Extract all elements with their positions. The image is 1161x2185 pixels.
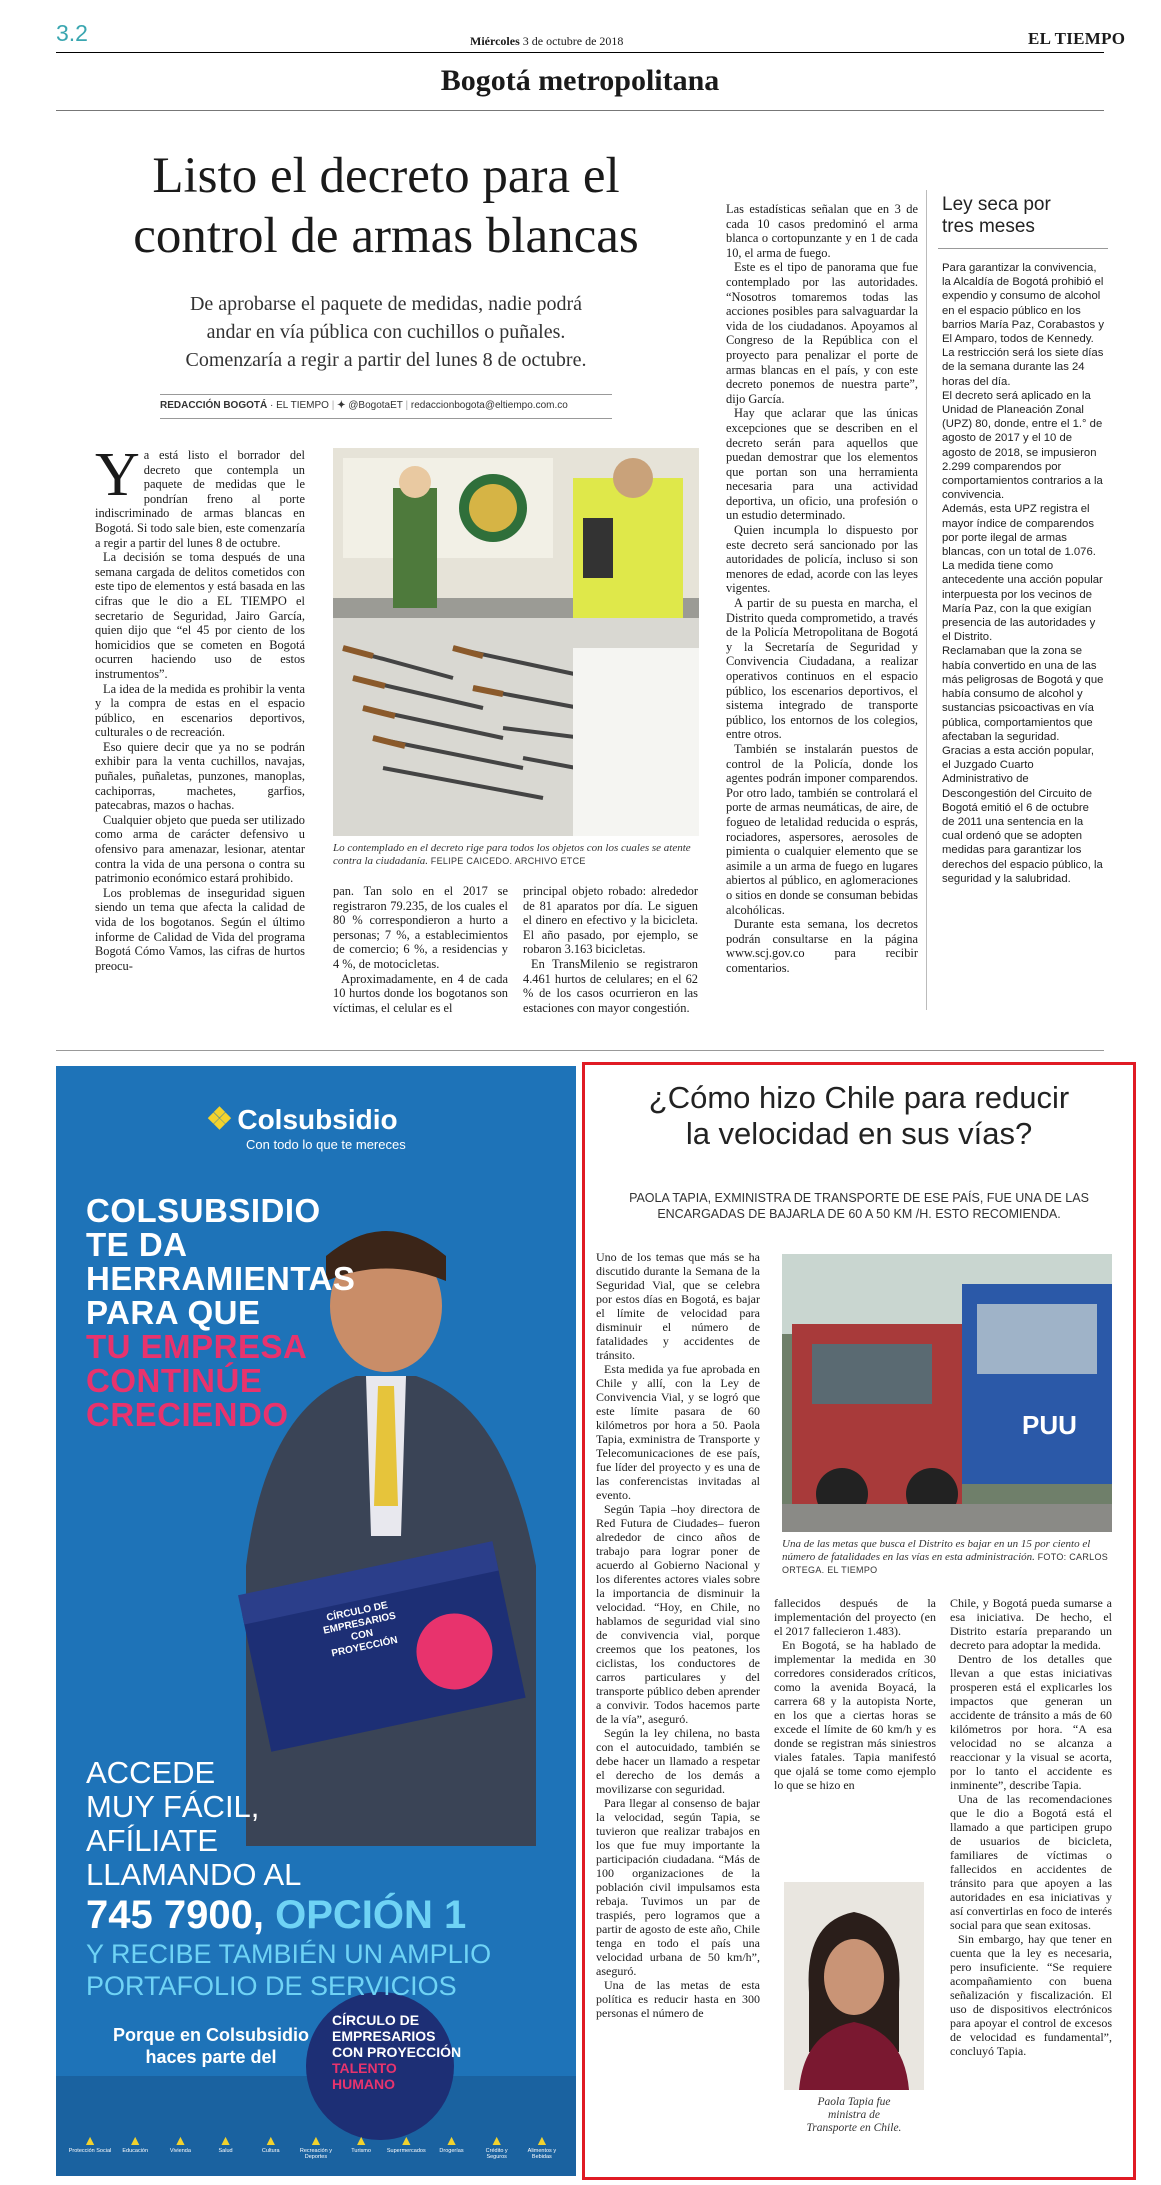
crash-photo-credit: FOTO: CARLOS ORTEGA. EL TIEMPO: [782, 1552, 1109, 1575]
ad-badge1: CÍRCULO DE: [332, 2012, 420, 2028]
colsubsidio-ad[interactable]: [56, 1066, 576, 2176]
ad-icon-item: [294, 2132, 338, 2160]
twitter-icon: ✦: [337, 400, 346, 411]
main-col3: [523, 884, 698, 1015]
ad-line11: LLAMANDO AL: [86, 1857, 302, 1892]
ad-icon-label: Protección Social: [68, 2148, 112, 2154]
ad-line1: COLSUBSIDIO: [86, 1192, 321, 1229]
twitter-handle[interactable]: @BogotaET: [348, 400, 403, 411]
byline-outlet: · EL TIEMPO: [267, 400, 329, 411]
main-col1-p2: La decisión se toma después de una semana cargada de delitos cometidos con este tipo de elementos y está basada en las cifras que le dio a EL TIEMPO el secretario de Seguridad, Jairo García, quien dijo que “el 45 por ciento de los homicidios que se cometen en Bogotá ocurren haciendo uso de estos instrumentos”.: [95, 550, 305, 681]
byline-sep: |: [331, 400, 338, 411]
ad-icon-glyph: ▲: [309, 2132, 323, 2148]
ad-line4: PARA QUE: [86, 1294, 261, 1331]
sidebar-p4: Además, esta UPZ registra el mayor índice de comparendos por porte ilegal de armas blancas, con un total de 1.076.: [942, 503, 1096, 559]
ad-icon-glyph: ▲: [534, 2132, 549, 2148]
sidebar-p6: Reclamaban que la zona se había convertido en una de las más peligrosas de Bogotá y que había consumo de alcohol y sustancias psicoactivas en vía pública, comportamientos que afectaban la seguridad.: [942, 645, 1104, 743]
ad-icon-label: Turismo: [351, 2148, 371, 2154]
ad-icon-item: [158, 2132, 202, 2160]
ad-line7: CRECIENDO: [86, 1396, 289, 1433]
byline-sep2: |: [405, 400, 411, 411]
sidebar-p7: Gracias a esta acción popular, el Juzgado Cuarto Administrativo de Descongestión del Circuito de Bogotá emitió el 6 de octubre de 2011 una sentencia en la cual ordenó que se adopten medidas para garantizar los derechos del espacio público, la seguridad y la salubridad.: [942, 744, 1103, 885]
ad-box-text: CÍRCULO DE EMPRESARIOS CON PROYECCIÓN: [322, 1600, 399, 1660]
ad-icon-glyph: ▲: [173, 2132, 188, 2148]
sidebar-p1: Para garantizar la convivencia, la Alcaldía de Bogotá prohibió el expendio y consumo de alcohol en el espacio público en los barrios María Paz, Corabastos y El Amparo, todos de Kennedy.: [942, 262, 1104, 346]
chile-col1-p3: Según Tapia –hoy directora de Red Futura de Ciudades– fueron alrededor de cinco años de trabajo para lograr poner de acuerdo al Gobierno Nacional y los diferentes actores viales sobre la importancia de disminuir la velocidad. “Hoy, en Chile, no hablamos de seguridad vial sino de convivencia vial, porque creemos que los peatones, los ciclistas, los conductores de carros particulares y del transporte público deben aprender a convivir. Todos hacemos parte de la vía”, aseguró.: [596, 1502, 760, 1726]
byline-rule-bottom: [160, 418, 612, 419]
knives-photo: [333, 448, 699, 836]
main-deck: [56, 290, 716, 374]
ad-icon-item: [68, 2132, 112, 2160]
ad-icon-item: [339, 2132, 383, 2160]
chile-col1: [596, 1250, 760, 2174]
main-col4: [726, 202, 918, 996]
ad-icon-item: [113, 2132, 157, 2160]
sidebar-body: [938, 249, 1108, 886]
chile-col1-p5: Para llegar al consenso de bajar la velocidad, según Tapia, se tuvieron que realizar trabajos en los que fue muy importante la participación ciudadana. “Más de 100 organizaciones de la población civil impulsamos esta rebaja. Tuvimos un par de traspiés, pero logramos que a partir de agosto de este año, Chile tenga en todo el país una velocidad urbana de 50 km/h”, aseguró.: [596, 1796, 760, 1978]
header-rule: [56, 52, 1104, 53]
ad-icon-glyph: ▲: [489, 2132, 504, 2148]
main-col4-p3: Hay que aclarar que las únicas excepciones que se describen en el decreto serán para aquellos que puedan demostrar que los elementos que portan son una herramienta necesaria para una actividad deportiva, un oficio, una profesión o un estudio determinado.: [726, 406, 918, 523]
sidebar-rule: [926, 190, 927, 1010]
knives-photo-graphic: [333, 448, 699, 836]
sidebar-title: [938, 190, 1108, 249]
main-col3-p2: En TransMilenio se registraron 4.461 hurtos de celulares; en el 62 % de los casos ocurrieron en las estaciones con mayor congestión.: [523, 956, 698, 1015]
sidebar-title-line1: Ley seca por: [942, 194, 1051, 215]
ad-icon-label: Crédito y Seguros: [485, 2148, 508, 2160]
knives-caption-text: Lo contemplado en el decreto rige para todos los objetos con los cuales se atente contra la ciudadanía.: [333, 842, 691, 867]
knives-photo-caption: [333, 842, 699, 868]
ad-line3: HERRAMIENTAS: [86, 1260, 356, 1297]
ad-line6: CONTINÚE: [86, 1362, 263, 1399]
ad-option: OPCIÓN 1: [275, 1893, 467, 1937]
main-deck-line1: De aprobarse el paquete de medidas, nadie podrá: [189, 293, 583, 315]
main-deck-line2: andar en vía pública con cuchillos o puñales.: [206, 321, 566, 343]
chile-col2-p1: fallecidos después de la implementación del proyecto (en el 2017 fallecieron 1.483).: [774, 1596, 936, 1638]
page-date-rest: 3 de octubre de 2018: [522, 34, 624, 48]
page-date: [470, 34, 623, 49]
crash-photo-graphic: [782, 1254, 1112, 1532]
ad-icon-glyph: ▲: [444, 2132, 459, 2148]
sidebar-p5: La medida tiene como antecedente una acción popular interpuesta por los vecinos de María Paz, con la que exigían presencia de las autoridades y el Distrito.: [942, 560, 1103, 644]
chile-col1-p2: Esta medida ya fue aprobada en Chile y allí, con la Ley de Convivencia Vial, y se logró que este límite pasara de 60 kilómetros por hora a 50. Paola Tapia, exministra de Transporte y Telecomunicaciones de ese país, fue líder del proyecto y es una de las conferencistas invitadas al evento.: [596, 1362, 760, 1502]
main-col1-p4: Eso quiere decir que ya no se podrán exhibir para la venta cuchillos, navajas, puñales, puñaletas, punzones, manoplas, cachiporras, machetes, garfios, patecabras, mazos o hachas.: [95, 739, 305, 813]
chile-col2: [774, 1596, 936, 1864]
crash-caption-text: Una de las metas que busca el Distrito es bajar en un 15 por ciento el número de fatalidades en las vías en esta administración.: [782, 1538, 1091, 1563]
brand-logo: EL TIEMPO: [1028, 29, 1126, 48]
ad-icon-item: [249, 2132, 293, 2160]
sidebar-p2: La restricción será los siete días de la semana durante las 24 horas del día.: [942, 347, 1104, 388]
ad-badge2: EMPRESARIOS: [332, 2028, 436, 2044]
main-col3-text: principal objeto robado: alrededor de 81 aparatos por día. Le siguen el dinero en efectivo y la bicicleta. El año pasado, por ejemplo, se robaron 3.163 bicicletas.: [523, 884, 698, 957]
ad-icon-glyph: ▲: [83, 2132, 97, 2148]
ad-icon-label: Recreación y Deportes: [299, 2148, 332, 2160]
ad-badge4: TALENTO: [332, 2060, 397, 2076]
main-headline: [56, 146, 716, 266]
ad-line12: Y RECIBE TAMBIÉN UN AMPLIO: [86, 1939, 492, 1969]
chile-headline-line1: ¿Cómo hizo Chile para reducir: [648, 1080, 1070, 1115]
ad-footer-left: [96, 2024, 326, 2068]
chile-deck: [590, 1190, 1128, 1222]
svg-text:PUU: PUU: [1022, 1410, 1077, 1440]
chile-headline-line2: la velocidad en sus vías?: [685, 1116, 1033, 1151]
main-headline-line1: Listo el decreto para el: [152, 148, 620, 204]
main-col1-first: a está listo el borrador del decreto que contempla un paquete de medidas que le pondrían freno al porte indiscriminado de armas blancas en Bogotá. Si todo sale bien, este comenzaría a regir a partir del lunes 8 de octubre.: [95, 448, 305, 550]
page-date-day: Miércoles: [470, 34, 520, 48]
ad-icon-label: Drogerías: [439, 2148, 464, 2154]
ad-icon-label: Vivienda: [169, 2148, 191, 2154]
byline-email[interactable]: redaccionbogota@eltiempo.com.co: [410, 400, 568, 411]
ad-line5: TU EMPRESA: [86, 1328, 308, 1365]
chile-deck-line1: PAOLA TAPIA, EXMINISTRA DE TRANSPORTE DE ESE PAÍS, FUE UNA DE LAS: [629, 1191, 1089, 1205]
ad-badge3: CON PROYECCIÓN: [332, 2044, 462, 2060]
crash-photo: [782, 1254, 1112, 1532]
ad-icon-label: Salud: [218, 2148, 233, 2154]
main-col1-p6: Los problemas de inseguridad siguen siendo un tema que afecta la calidad de vida de los bogotanos. Según el último informe de Calidad de Vida del programa Bogotá Cómo Vamos, las cifras de hurtos preocu-: [95, 885, 305, 973]
main-col4-p6: También se instalarán puestos de control de la Policía, donde los agentes podrán imponer comparendos. Por otro lado, también se controlará el porte de armas neumáticas, de aire, de fogueo de letalidad reducida o esprás, rociadores, aspersores, aerosoles de pimienta o cualquier elemento que se asimile a un arma de fuego en lugares abiertos al público, en aglomeraciones o sitios en donde se consuman bebidas alcohólicas.: [726, 741, 918, 917]
ad-icon-item: [520, 2132, 564, 2160]
ad-headline: [86, 1194, 355, 1432]
ad-line13: PORTAFOLIO DE SERVICIOS: [86, 1971, 457, 2001]
ad-line10: AFÍLIATE: [86, 1823, 219, 1858]
ad-icon-label: Cultura: [261, 2148, 280, 2154]
ad-badge5: HUMANO: [332, 2076, 395, 2092]
chile-col3-p3: Una de las recomendaciones que le dio a Bogotá está el llamado a que participen grupo de usuarios de bicicleta, familiares de víctimas o fallecidos en accidentes de tránsito para que apoyen a las autoridades en esa iniciativas y así convertirlas en foco de interés social para que sean exitosas.: [950, 1792, 1112, 1932]
ad-icon-label: Alimentos y Bebidas: [527, 2148, 557, 2160]
ad-icon-glyph: ▲: [354, 2132, 369, 2148]
section-title: Bogotá metropolitana: [440, 64, 720, 97]
main-col4-p4: Quien incumpla lo dispuesto por este decreto será sancionado por las autoridades de policía, incluso si son menores de edad, acorde con las leyes vigentes.: [726, 523, 918, 596]
main-col1: [95, 441, 305, 984]
ad-line9: MUY FÁCIL,: [86, 1789, 260, 1824]
ad-line8: ACCEDE: [86, 1755, 216, 1790]
ad-icon-glyph: ▲: [399, 2132, 414, 2148]
ad-footer-left2: haces parte del: [145, 2047, 277, 2067]
ad-brand-icon: ❖: [206, 1103, 233, 1136]
main-col2-p2: Aproximadamente, en 4 de cada 10 hurtos donde los bogotanos son víctimas, el celular es el: [333, 971, 508, 1015]
chile-col1-p4: Según la ley chilena, no basta con el autocuidado, también se debe hacer un llamado a respetar el derecho de los demás a movilizarse con seguridad.: [596, 1726, 760, 1796]
main-col2-text: pan. Tan solo en el 2017 se registraron 79.235, de los cuales el 80 % correspondieron a hurto a personas; 7 %, a establecimientos de comercio; 6 %, a residencias y 4 %, de motocicletas.: [333, 884, 508, 971]
ad-cta: [86, 1756, 491, 2002]
ad-brand-row: [206, 1102, 406, 1152]
main-col4-p1: Las estadísticas señalan que en 3 de cada 10 casos predominó el arma blanca o cortopunzante y en 1 de cada 10, el arma de fuego.: [726, 202, 918, 260]
chile-col3: [950, 1596, 1112, 2174]
main-col4-p5: A partir de su puesta en marcha, el Distrito queda comprometido, a través de la Policía Metropolitana de Bogotá y la Secretaría de Seguridad y Convivencia Ciudadana, a realizar operativos continuos en el espacio público, los escenarios deportivos, el sistema integrado de transporte público, los entornos de los colegios, entre otros.: [726, 596, 918, 742]
ad-phone-row: [86, 1892, 491, 1938]
sidebar-box: [938, 190, 1108, 1008]
main-col4-p7: Durante esta semana, los decretos podrán consultarse en la página www.scj.gov.co para recibir comentarios.: [726, 917, 918, 975]
tapia-caption-line2: ministra de: [827, 2109, 881, 2121]
chile-headline: [590, 1080, 1128, 1152]
ad-icon-item: [384, 2132, 428, 2160]
chile-col1-p1: Uno de los temas que más se ha discutido durante la Semana de la Seguridad Vial, que se celebra por estos días en Bogotá, es bajar el límite de velocidad para disminuir el número de fatalidades y accidentes de tránsito.: [596, 1250, 760, 1362]
page-number: 3.2: [56, 20, 88, 46]
knives-photo-credit: FELIPE CAICEDO. ARCHIVO ETCE: [430, 856, 586, 866]
ad-icon-glyph: ▲: [263, 2132, 278, 2148]
tapia-caption: [784, 2096, 924, 2135]
sidebar-title-line2: tres meses: [942, 216, 1035, 237]
ad-icon-item: [204, 2132, 248, 2160]
ad-icon-row: [68, 2132, 564, 2160]
ad-line2: TE DA: [86, 1226, 188, 1263]
sidebar-p3: El decreto será aplicado en la Unidad de Planeación Zonal (UPZ) 80, donde, entre el 1.° de agosto de 2017 y el 10 de agosto de 2018, se impusieron 2.299 comparendos por comportamientos contrarios a la convivencia.: [942, 389, 1103, 502]
ad-footer-left1: Porque en Colsubsidio: [112, 2025, 309, 2045]
ad-icon-item: [475, 2132, 519, 2160]
main-deck-line3: Comenzaría a regir a partir del lunes 8 de octubre.: [185, 349, 587, 371]
chile-col2-p2: En Bogotá, se ha hablado de implementar la medida en 30 corredores considerados críticos, como la avenida Boyacá, la carrera 68 y la autopista Norte, en los que a ciertas horas se excede el límite de 60 km/h y es donde se registran más siniestros viales fatales. Tapia manifestó que ojalá se tome como ejemplo lo que se hizo en: [774, 1638, 936, 1792]
ad-icon-label: Supermercados: [386, 2148, 426, 2154]
main-col1-p3: La idea de la medida es prohibir la venta y la compra de estas en el espacio público, en escenarios deportivos, culturales o de recreación.: [95, 681, 305, 740]
section-rule: [56, 110, 1104, 111]
tapia-caption-line3: Transporte en Chile.: [806, 2122, 902, 2134]
tapia-caption-line1: Paola Tapia fue: [817, 2096, 891, 2108]
ad-phone[interactable]: 745 7900,: [86, 1893, 264, 1937]
ad-icon-glyph: ▲: [218, 2132, 233, 2148]
main-col4-p2: Este es el tipo de panorama que fue contemplado por las autoridades. “Nosotros tomaremos todas las acciones posibles para salvaguardar la vida de los ciudadanos. Apoyamos al Congreso de la República con el proyecto para penalizar el porte de armas blancas en el país, y con este decreto ponemos de nuestra parte”, dijo García.: [726, 260, 918, 406]
ad-icon-label: Educación: [122, 2148, 149, 2154]
byline-bar: [160, 400, 612, 411]
ad-icon-item: [430, 2132, 474, 2160]
chile-col3-p1: Chile, y Bogotá pueda sumarse a esa iniciativa. De hecho, el Distrito estaría preparando un decreto para adoptar la medida.: [950, 1596, 1112, 1652]
main-col1-p5: Cualquier objeto que pueda ser utilizado como arma de carácter defensivo u ofensivo para amenazar, lesionar, atentar contra la vida de una persona o contra su patrimonio económico estará prohibido.: [95, 812, 305, 886]
chile-deck-line2: ENCARGADAS DE BAJARLA DE 60 A 50 KM /H. ESTO RECOMIENDA.: [657, 1207, 1061, 1221]
chile-col3-p4: Sin embargo, hay que tener en cuenta que la ley es necesaria, pero insuficiente. “Se requiere acompañamiento con buena señalización y fiscalización. El uso de dispositivos electrónicos para apoyar el control de excesos de velocidad es fundamental”, concluyó Tapia.: [950, 1932, 1112, 2058]
chile-col3-p2: Dentro de los detalles que llevan a que estas iniciativas prosperen está el explicarles los impactos que generan un accidente de tránsito a más de 60 kilómetros por hora. “A esa velocidad no se alcanza a reaccionar y la visual se acorta, por lo tanto el accidente es inminente”, describe Tapia.: [950, 1652, 1112, 1792]
tapia-portrait-graphic: [784, 1882, 924, 2090]
fold-rule: [56, 1050, 1104, 1051]
tapia-portrait: [784, 1882, 924, 2090]
dropcap: Y: [95, 441, 140, 509]
crash-photo-caption: [782, 1538, 1112, 1577]
ad-brand: Colsubsidio: [237, 1104, 398, 1135]
byline: REDACCIÓN BOGOTÁ: [160, 400, 268, 411]
ad-badge: [332, 2012, 461, 2092]
main-col2: [333, 884, 508, 1015]
ad-icon-glyph: ▲: [128, 2132, 143, 2148]
byline-rule-top: [160, 394, 612, 395]
ad-tagline: Con todo lo que te mereces: [246, 1137, 406, 1152]
main-headline-line2: control de armas blancas: [133, 208, 639, 264]
chile-col1-p6: Una de las metas de esta política es reducir hasta en 300 personas el número de: [596, 1978, 760, 2020]
